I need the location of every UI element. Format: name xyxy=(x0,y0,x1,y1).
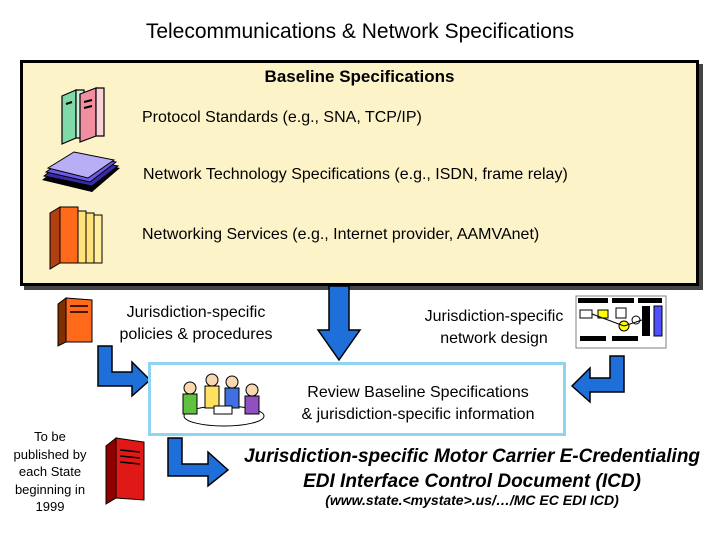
review-label: Review Baseline Specifications & jurisdiction-specific information xyxy=(301,384,535,423)
policy-book-icon xyxy=(56,296,96,346)
publication-note: To be published by each State beginning in 1999 xyxy=(13,429,87,514)
icd-book-icon xyxy=(104,436,148,504)
baseline-item-networking-services: Networking Services (e.g., Internet provider, AAMVAnet) xyxy=(142,226,540,243)
down-arrow xyxy=(318,286,360,360)
baseline-item-network-technology: Network Technology Specifications (e.g., ISDN, frame relay) xyxy=(143,166,568,183)
icd-url: (www.state.<mystate>.us/…/MC EC EDI ICD) xyxy=(325,492,619,508)
binders-icon xyxy=(58,86,108,144)
jurisdiction-network-design-label: Jurisdiction-specific network design xyxy=(424,308,564,347)
jurisdiction-policies-label: Jurisdiction-specific policies & procedures xyxy=(119,304,273,343)
baseline-title: Baseline Specifications xyxy=(264,67,455,86)
baseline-item-protocol-standards: Protocol Standards (e.g., SNA, TCP/IP) xyxy=(142,109,422,126)
meeting-people-icon xyxy=(170,366,270,432)
bent-arrow-to-icd xyxy=(166,438,230,488)
bent-arrow-left xyxy=(96,346,152,398)
network-diagram-icon xyxy=(576,296,666,348)
books-icon xyxy=(48,205,106,269)
manual-stack-icon xyxy=(40,154,124,194)
page-title: Telecommunications & Network Specifications xyxy=(145,20,575,43)
bent-arrow-right xyxy=(570,356,626,404)
icd-title: Jurisdiction-specific Motor Carrier E-Credentialing EDI Interface Control Document (ICD) xyxy=(243,446,701,492)
